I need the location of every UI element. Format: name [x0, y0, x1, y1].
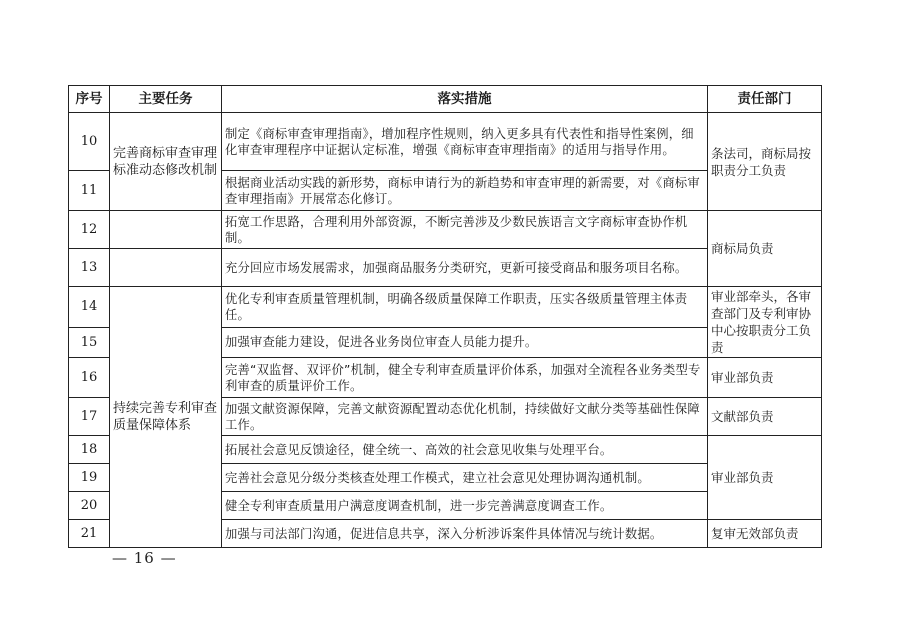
measure-cell: 优化专利审查质量管理机制，明确各级质量保障工作职责，压实各级质量管理主体责任。: [222, 287, 708, 328]
row-number: 16: [69, 358, 110, 398]
header-task: 主要任务: [110, 86, 222, 113]
measure-cell: 充分回应市场发展需求，加强商品服务分类研究，更新可接受商品和服务项目名称。: [222, 249, 708, 287]
measure-cell: 拓宽工作思路，合理利用外部资源，不断完善涉及少数民族语言文字商标审查协作机制。: [222, 211, 708, 249]
dept-cell: 复审无效部负责: [708, 520, 822, 548]
header-seq: 序号: [69, 86, 110, 113]
table-row: [69, 211, 822, 249]
row-number: 14: [69, 287, 110, 328]
page-number: — 16 —: [112, 549, 177, 567]
measure-cell: 制定《商标审查审理指南》，增加程序性规则，纳入更多具有代表性和指导性案例，细化审查审理程序中证据认定标准，增强《商标审查审理指南》的适用与指导作用。: [222, 113, 708, 171]
task-table: [68, 85, 822, 548]
header-measures: 落实措施: [222, 86, 708, 113]
measure-cell: 完善社会意见分级分类核查处理工作模式，建立社会意见处理协调沟通机制。: [222, 464, 708, 492]
table-row: [69, 113, 822, 171]
measure-cell: 完善“双监督、双评价”机制，健全专利审查质量评价体系，加强对全流程各业务类型专利审查的质量评价工作。: [222, 358, 708, 398]
task-cell-empty: [110, 211, 222, 249]
measure-cell: 加强与司法部门沟通，促进信息共享，深入分析涉诉案件具体情况与统计数据。: [222, 520, 708, 548]
measure-cell: 加强文献资源保障，完善文献资源配置动态优化机制，持续做好文献分类等基础性保障工作。: [222, 398, 708, 436]
row-number: 11: [69, 171, 110, 211]
row-number: 21: [69, 520, 110, 548]
dept-cell: 审业部负责: [708, 358, 822, 398]
measure-cell: 拓展社会意见反馈途径，健全统一、高效的社会意见收集与处理平台。: [222, 436, 708, 464]
row-number: 17: [69, 398, 110, 436]
row-number: 10: [69, 113, 110, 171]
row-number: 13: [69, 249, 110, 287]
measure-cell: 根据商业活动实践的新形势，商标申请行为的新趋势和审查审理的新需要，对《商标审查审理指南》开展常态化修订。: [222, 171, 708, 211]
row-number: 19: [69, 464, 110, 492]
header-row: [69, 86, 822, 113]
dept-cell: 文献部负责: [708, 398, 822, 436]
row-number: 20: [69, 492, 110, 520]
row-number: 12: [69, 211, 110, 249]
row-number: 15: [69, 327, 110, 357]
measure-cell: 健全专利审查质量用户满意度调查机制，进一步完善满意度调查工作。: [222, 492, 708, 520]
table-row: [69, 287, 822, 328]
dept-cell: 审业部牵头，各审查部门及专利审协中心按职责分工负责: [708, 287, 822, 358]
dept-cell: 审业部负责: [708, 436, 822, 520]
header-dept: 责任部门: [708, 86, 822, 113]
row-number: 18: [69, 436, 110, 464]
measure-cell: 加强审查能力建设，促进各业务岗位审查人员能力提升。: [222, 327, 708, 357]
task-cell: 完善商标审查审理标准动态修改机制: [110, 113, 222, 211]
dept-cell: 条法司，商标局按职责分工负责: [708, 113, 822, 211]
task-cell-empty: [110, 249, 222, 287]
dept-cell: 商标局负责: [708, 211, 822, 287]
task-cell: 持续完善专利审查质量保障体系: [110, 287, 222, 548]
